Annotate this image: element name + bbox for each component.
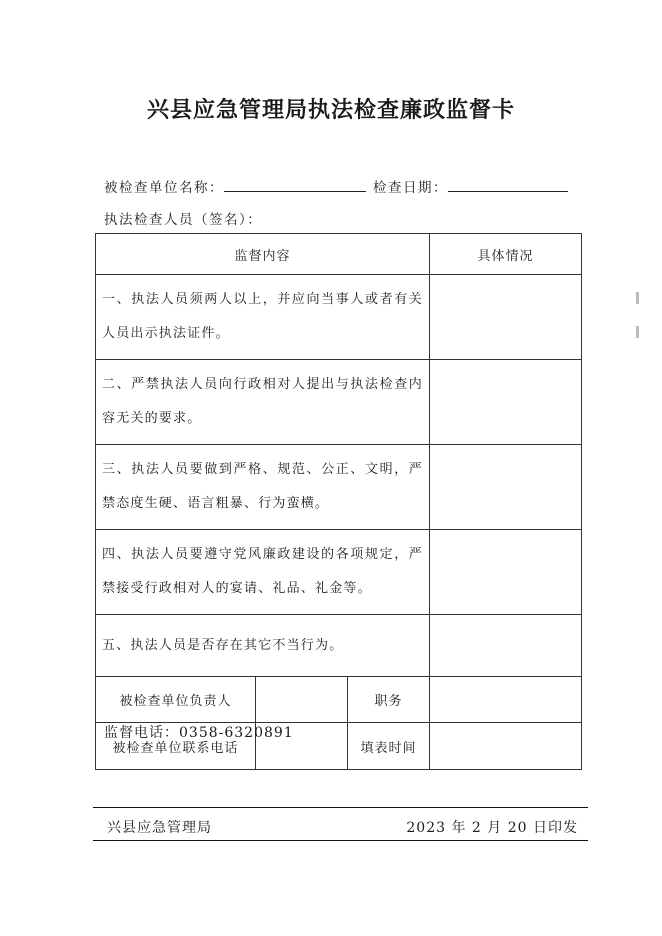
- card-title: 兴县应急管理局执法检查廉政监督卡: [146, 98, 515, 123]
- binding-mark: [636, 292, 639, 304]
- inspector-signature-label: 执法检查人员（签名）：: [104, 212, 263, 228]
- details-cell-3[interactable]: [430, 445, 582, 530]
- footer-top-rule: [93, 807, 588, 808]
- position-label: 职务: [348, 677, 430, 723]
- details-cell-5[interactable]: [430, 615, 582, 677]
- binding-mark: [636, 326, 639, 338]
- footer-issuer: 兴县应急管理局: [107, 820, 212, 836]
- details-cell-4[interactable]: [430, 530, 582, 615]
- unit-name-label: 被检查单位名称：: [104, 180, 224, 196]
- header-details: 具体情况: [430, 234, 582, 275]
- unit-name-line[interactable]: [224, 178, 366, 192]
- header-content: 监督内容: [96, 234, 430, 275]
- footer-bottom-rule: [93, 840, 588, 841]
- supervision-table: [95, 233, 582, 770]
- inspection-date-label: 检查日期：: [373, 180, 448, 196]
- supervision-item-2: 二、严禁执法人员向行政相对人提出与执法检查内容无关的要求。: [96, 360, 430, 445]
- inspector-signature-field[interactable]: [104, 208, 262, 228]
- supervision-phone: 监督电话：0358-6320891: [104, 725, 294, 741]
- position-cell[interactable]: [430, 677, 582, 723]
- unit-leader-cell[interactable]: [256, 677, 348, 723]
- inspection-date-line[interactable]: [448, 178, 568, 192]
- supervision-item-1: 一、执法人员须两人以上，并应向当事人或者有关人员出示执法证件。: [96, 275, 430, 360]
- supervision-item-5: 五、执法人员是否存在其它不当行为。: [96, 615, 430, 677]
- inspection-date-field[interactable]: [373, 176, 568, 196]
- unit-leader-label: 被检查单位负责人: [96, 677, 256, 723]
- supervision-item-4: 四、执法人员要遵守党风廉政建设的各项规定，严禁接受行政相对人的宴请、礼品、礼金等。: [96, 530, 430, 615]
- fill-time-cell[interactable]: [430, 723, 582, 770]
- details-cell-2[interactable]: [430, 360, 582, 445]
- unit-phone-label: 被检查单位联系电话: [96, 723, 256, 770]
- unit-name-field[interactable]: [104, 176, 366, 196]
- fill-time-label: 填表时间: [348, 723, 430, 770]
- footer-issue-date: 2023 年 2 月 20 日印发: [406, 820, 578, 836]
- details-cell-1[interactable]: [430, 275, 582, 360]
- supervision-item-3: 三、执法人员要做到严格、规范、公正、文明，严禁态度生硬、语言粗暴、行为蛮横。: [96, 445, 430, 530]
